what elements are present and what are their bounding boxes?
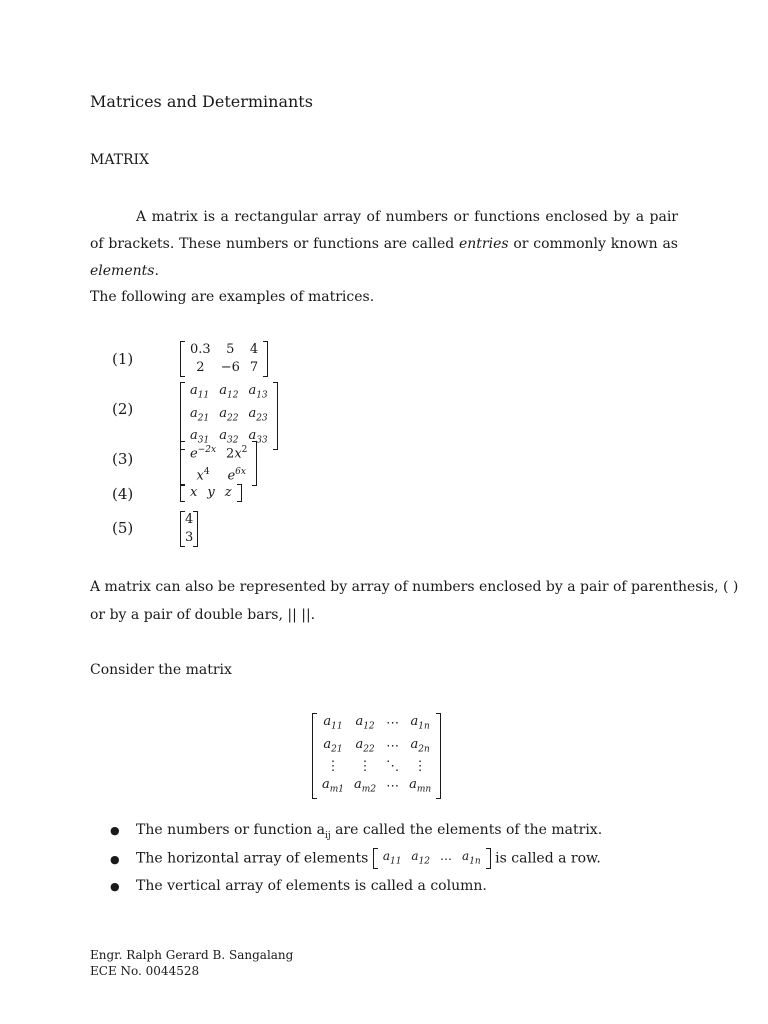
intro-paragraph — [90, 204, 678, 285]
intro-emphasis-entries: entries — [459, 236, 509, 252]
row-matrix: $a_{11}$ $a_{12}$ ⋯ $a_{1n}$ — [373, 848, 491, 869]
footer — [90, 947, 293, 979]
intro-emphasis-elements: elements — [90, 263, 155, 279]
list-item: ● The numbers or function $a_{ij}$ are called the elements of the matrix. — [110, 822, 603, 841]
general-matrix: $a_{11}$ $a_{12}$ ⋯ $a_{1n}$ $a_{21}$ $a_{22}$ ⋯ $a_{2n}$ ⋮ ⋮ ⋱ ⋮ $a_{m1}$ $a_{m2}$ ⋯ $a_{mn}$ — [312, 713, 441, 803]
example-matrix-5 — [180, 511, 198, 551]
consider-matrix-text: Consider the matrix — [90, 662, 232, 678]
matrix-cell: 4 — [185, 512, 194, 527]
matrix-cell: z — [224, 485, 232, 500]
example-label-2: (2) — [112, 400, 134, 418]
alt-representation-line-2: or by a pair of double bars, || ||. — [90, 607, 316, 623]
author-name: Engr. Ralph Gerard B. Sangalang — [90, 948, 294, 962]
intro-text-2: or commonly known as — [508, 236, 678, 252]
example-label-1: (1) — [112, 350, 134, 368]
author-license: ECE No. 0044528 — [90, 964, 200, 978]
example-matrix-1 — [180, 341, 268, 381]
matrix-cell: 2 — [196, 360, 205, 375]
intro-text-1: A matrix is a rectangular array of numbers or functions enclosed by a pair of brackets. These numbers or functions are called — [90, 209, 678, 252]
bullet-icon: ● — [110, 852, 120, 866]
matrix-cell: x — [190, 485, 198, 500]
example-matrix-2: $a_{11}$ $a_{12}$ $a_{13}$ $a_{21}$ $a_{22}$ $a_{23}$ $a_{31}$ $a_{32}$ $a_{33}$ — [180, 382, 278, 454]
example-label-4: (4) — [112, 485, 134, 503]
matrix-cell: −6 — [220, 360, 240, 375]
list-item: ● The horizontal array of elements $a_{11}$ $a_{12}$ ⋯ $a_{1n}$ is called a row. — [110, 848, 601, 869]
intro-text-3: . — [154, 263, 159, 279]
section-heading: MATRIX — [90, 152, 150, 168]
matrix-cell: 7 — [249, 360, 259, 375]
bullet-icon: ● — [110, 880, 120, 893]
example-matrix-4 — [180, 484, 242, 506]
matrix-cell: 0.3 — [190, 342, 211, 357]
bullet-icon: ● — [110, 824, 120, 837]
example-label-3: (3) — [112, 450, 134, 468]
example-label-5: (5) — [112, 519, 134, 537]
matrix-cell: y — [207, 485, 215, 500]
matrix-cell: 4 — [249, 342, 259, 357]
alt-representation-line-1: A matrix can also be represented by array of numbers enclosed by a pair of parenthesis, ( ) — [90, 579, 739, 595]
matrix-cell: 3 — [185, 530, 194, 545]
page-title: Matrices and Determinants — [90, 92, 313, 111]
list-item: ● The vertical array of elements is called a column. — [110, 878, 487, 894]
examples-intro: The following are examples of matrices. — [90, 289, 375, 305]
example-matrix-3: $e^{-2x}$ $2x^2$ $x^4$ $e^{6x}$ — [180, 441, 257, 490]
matrix-cell: 5 — [226, 342, 235, 357]
